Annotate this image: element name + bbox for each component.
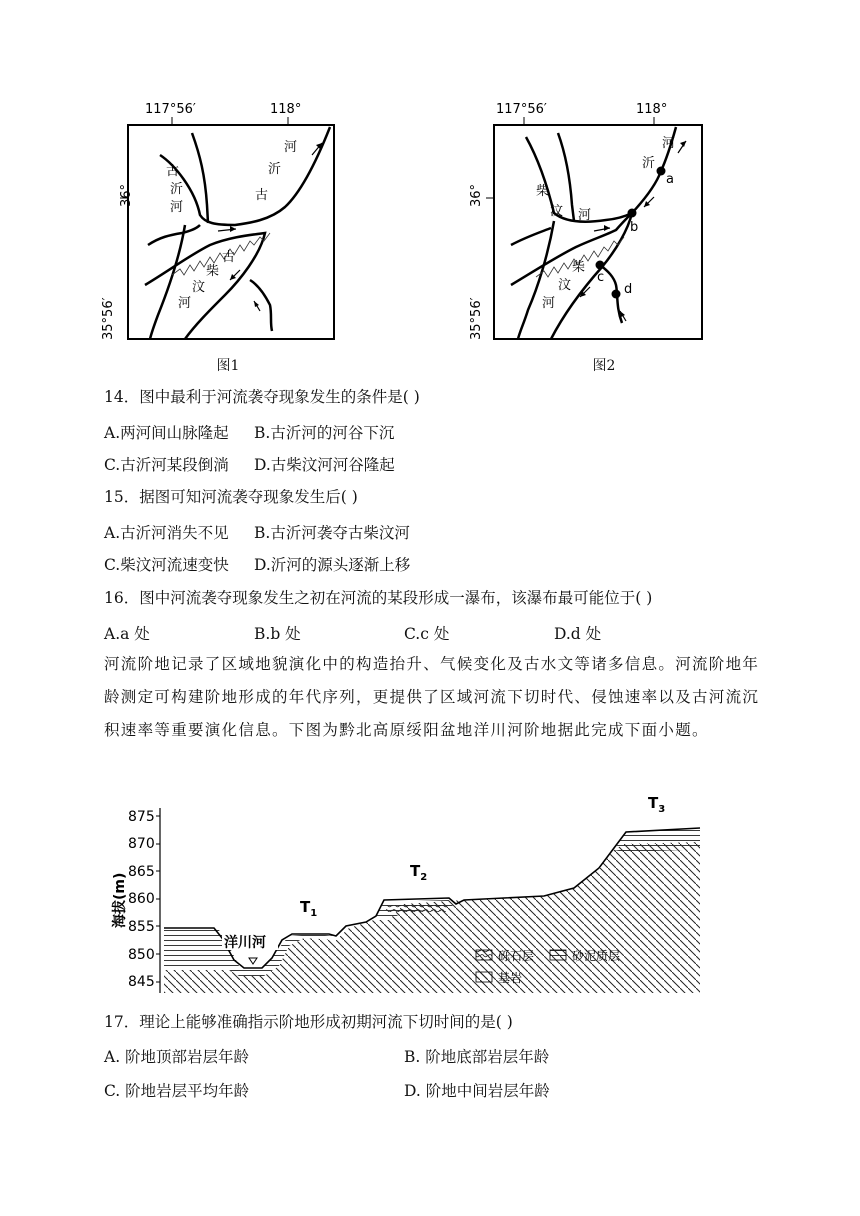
question-16-option-b: B.b 处 [254,625,301,643]
river-tributary-1 [192,133,208,223]
y-tick-865: 865 [128,864,155,880]
question-15-option-a: A.古沂河消失不见 [104,524,229,542]
point-d-marker [612,290,621,299]
terrace-t1-label: $T_1$ [300,898,318,919]
label-gu1: 古 [166,164,180,179]
question-14-option-a: A.两河间山脉隆起 [104,424,229,442]
y-tick-875: 875 [128,809,155,825]
terrace-t2-label: $T_2$ [410,862,428,883]
legend-gravel-swatch [476,950,492,960]
y-tick-855: 855 [128,919,155,935]
figure-1-map [100,95,350,345]
y-tick-845: 845 [128,974,155,990]
map-frame [128,125,334,339]
y-axis-label: 海拔(m) [112,872,128,928]
question-17-option-c: C. 阶地岩层平均年龄 [104,1082,250,1100]
label-chai1: 柴 [536,184,550,199]
river-lower-right [250,280,272,331]
label-he2: 河 [284,140,298,155]
label-he3: 河 [178,296,192,311]
question-17-option-a: A. 阶地顶部岩层年龄 [104,1048,250,1066]
longitude-label-left: 117°56′ [496,102,547,117]
question-14-option-b: B.古沂河的河谷下沉 [254,424,395,442]
map-frame [494,125,702,339]
y-tick-870: 870 [128,836,155,852]
question-15-option-d: D.沂河的源头逐渐上移 [254,556,411,574]
label-gu3: 古 [222,250,236,265]
question-16-option-c: C.c 处 [404,625,450,643]
question-17-stem: 17．理论上能够准确指示阶地形成初期河流下切时间的是( ) [104,1013,513,1031]
label-he2: 河 [578,208,592,223]
question-15-stem: 15．据图可知河流袭夺现象发生后( ) [104,488,358,506]
terrace-t3-label: $T_3$ [648,794,666,815]
question-16-stem: 16．图中河流袭夺现象发生之初在河流的某段形成一瀑布，该瀑布最可能位于( ) [104,589,653,607]
legend-bedrock-swatch [476,972,492,982]
label-he3: 河 [542,296,556,311]
longitude-label-right: 118° [270,102,302,117]
river-gu-yi [160,127,330,225]
legend-bedrock-label: 基岩 [498,971,523,985]
question-15-option-c: C.柴汶河流速变快 [104,556,229,574]
river-tributary-c [511,228,551,245]
label-yi1: 沂 [170,182,184,197]
question-14-stem: 14．图中最利于河流袭夺现象发生的条件是( ) [104,388,420,406]
y-tick-860: 860 [128,891,155,907]
point-a-marker [657,167,666,176]
label-wen: 汶 [192,280,206,295]
figure-2-map [466,95,716,345]
legend-sandmud-label: 砂泥质层 [572,949,621,963]
question-16-option-d: D.d 处 [554,625,602,643]
question-14-option-d: D.古柴汶河河谷隆起 [254,456,395,474]
figure-2-caption: 图2 [592,358,616,374]
point-b-label: b [630,220,639,235]
point-d-label: d [624,282,633,297]
label-wen2: 汶 [558,278,572,293]
point-b-marker [628,209,637,218]
question-14-option-c: C.古沂河某段倒淌 [104,456,229,474]
gravel-t2 [386,905,446,912]
question-17-option-d: D. 阶地中间岩层年龄 [404,1082,550,1100]
question-15-option-b: B.古沂河袭夺古柴汶河 [254,524,410,542]
label-yi1: 沂 [642,156,656,171]
legend-sandmud-swatch [550,950,566,960]
label-he1: 河 [170,200,184,215]
label-yi2: 沂 [268,162,282,177]
label-chai2: 柴 [572,260,586,275]
question-16-option-a: A.a 处 [104,625,150,643]
river-tributary-2 [148,225,200,245]
label-gu2: 古 [255,188,269,203]
label-chai: 柴 [206,264,220,279]
y-tick-850: 850 [128,947,155,963]
point-c-marker [596,261,605,270]
river-chai-wen-main [511,213,632,339]
river-water-icon [249,958,257,964]
latitude-label-top: 36° [119,183,134,207]
longitude-label-right: 118° [636,102,668,117]
latitude-label-top: 36° [469,183,484,207]
latitude-label-bottom: 35°56′ [101,297,116,340]
point-c-label: c [597,270,605,285]
label-he1: 河 [662,136,676,151]
question-17-option-b: B. 阶地底部岩层年龄 [404,1048,550,1066]
label-wen1: 汶 [550,204,564,219]
longitude-label-left: 117°56′ [145,102,196,117]
figure-1-caption: 图1 [216,358,240,374]
river-label: 洋川河 [224,935,266,951]
point-a-label: a [666,172,674,187]
latitude-label-bottom: 35°56′ [469,297,484,340]
passage-text: 河流阶地记录了区域地貌演化中的构造抬升、气候变化及古水文等诸多信息。河流阶地年龄测定可构建阶地形成的年代序列，更提供了区域河流下切时代、侵蚀速率以及古河流沉积速率等重要演化信息。下图为黔北高原绥阳盆地洋川河阶地据此完成下面小题。 [104,655,760,739]
terrace-profile-figure [104,788,704,1000]
legend-gravel-label: 砾石层 [498,949,535,963]
